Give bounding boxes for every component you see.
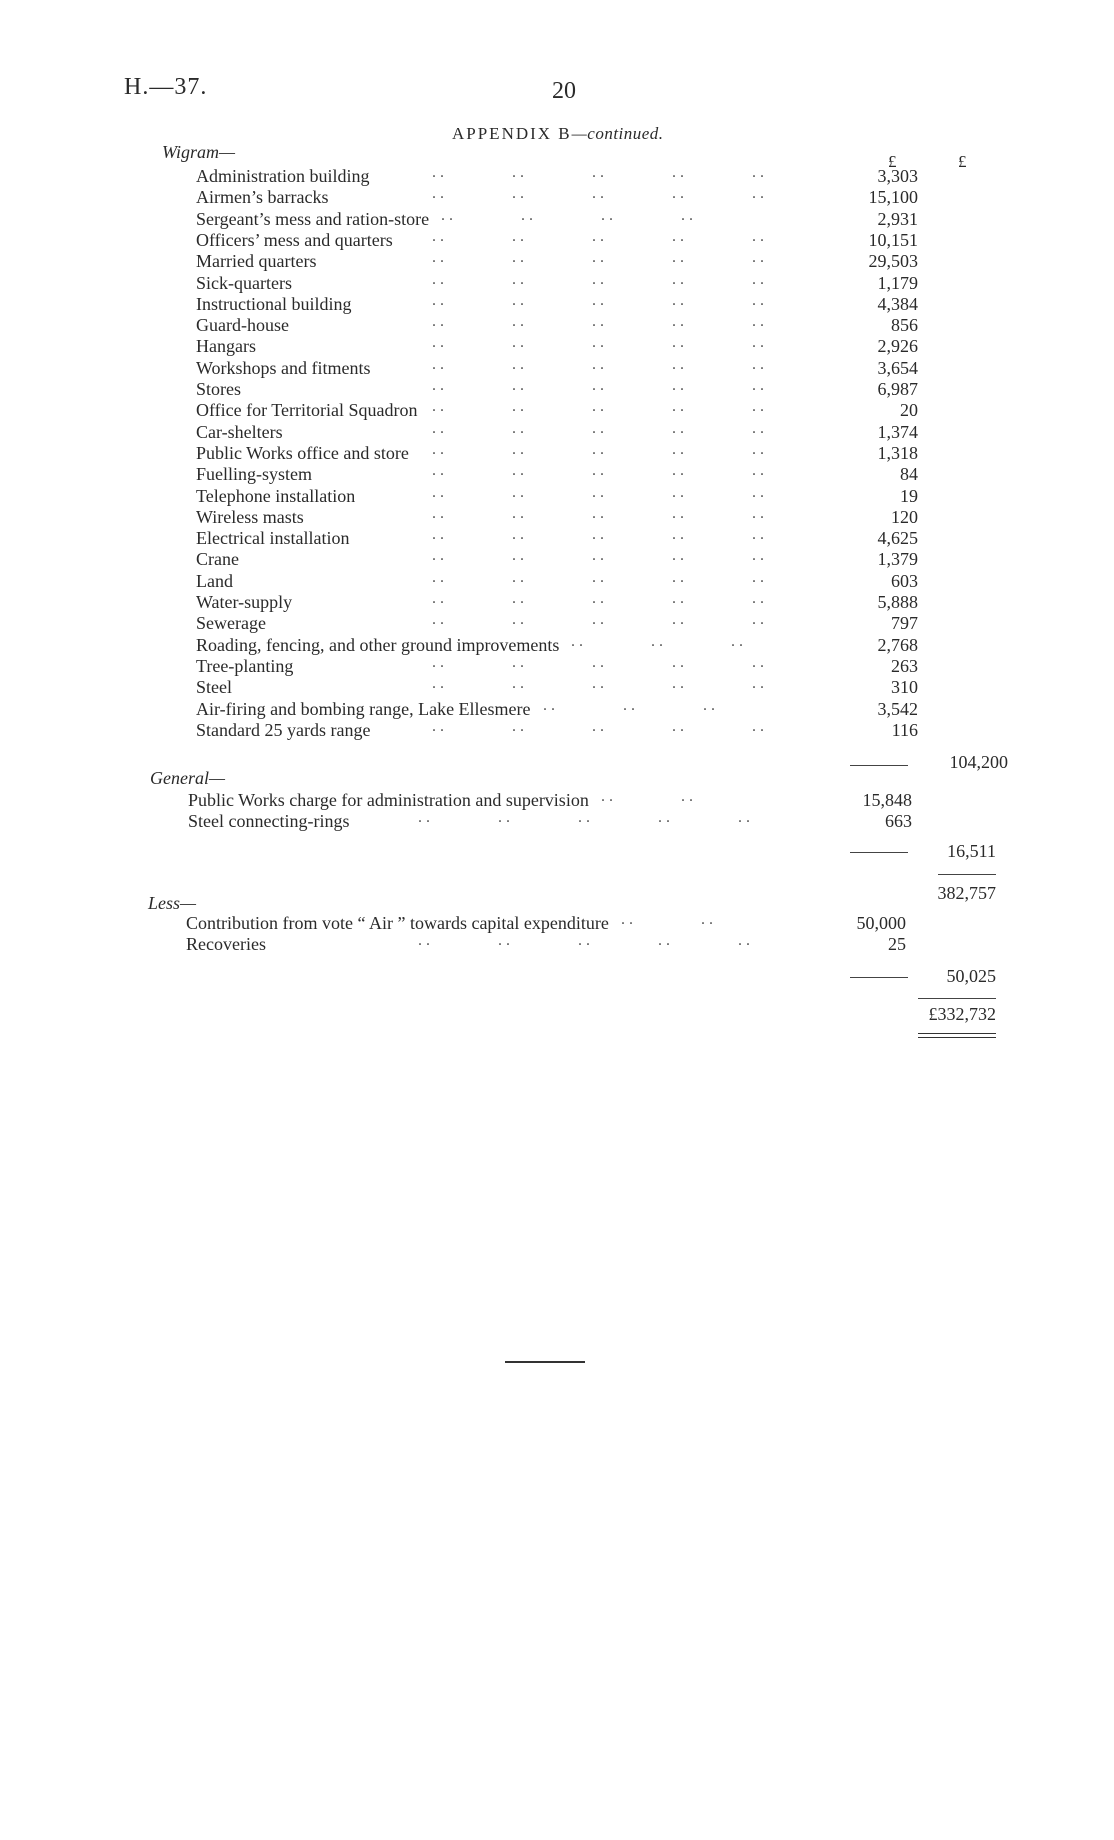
general-item-amount: 663: [885, 811, 912, 831]
appendix-title: [452, 124, 664, 144]
wigram-item-amount: 1,379: [877, 549, 918, 570]
leader-dots: . . . .: [601, 788, 693, 805]
wigram-item-amount: 84: [900, 464, 918, 485]
wigram-item-amount: 116: [891, 719, 918, 740]
wigram-item-amount: 2,768: [877, 634, 918, 655]
leader-dots: . . . . . .: [543, 696, 715, 714]
items-column-unit: £: [888, 152, 897, 171]
wigram-item-label: Administration building: [196, 166, 370, 186]
wigram-item-label: Standard 25 yards range: [196, 719, 371, 740]
wigram-item-label: Airmen’s barracks: [196, 187, 329, 208]
wigram-item-amount: 3,654: [877, 357, 918, 378]
wigram-item-amount: 263: [891, 655, 918, 676]
leader-dots: . . . . . . . . . .: [432, 377, 764, 394]
wigram-item-row: [196, 717, 918, 741]
general-item-amount: 15,848: [862, 790, 912, 810]
wigram-item-amount: 603: [891, 570, 918, 591]
net-total: £332,732: [928, 1004, 996, 1024]
wigram-item-label: Instructional building: [196, 293, 352, 314]
leader-dots: . . . . . . . . . .: [432, 462, 764, 480]
leader-dots: . . . . . . . . . .: [432, 334, 764, 352]
wigram-item-amount: 1,179: [877, 272, 918, 293]
wigram-item-amount: 2,926: [877, 336, 918, 357]
totals-column-unit: £: [958, 152, 967, 171]
wigram-item-label: Workshops and fitments: [196, 357, 371, 378]
wigram-total: 104,200: [949, 752, 1008, 772]
leader-dots: . . . . . . . . . .: [432, 227, 764, 245]
leader-dots: . . . . . . . . . .: [418, 932, 750, 949]
less-item-amount: 25: [888, 934, 906, 954]
general-total: 16,511: [947, 841, 996, 861]
leader-dots: . . . . . . . . . .: [432, 249, 764, 267]
appendix-title-suffix: —continued.: [571, 124, 664, 143]
leader-dots: . . . . . . . . . .: [432, 398, 764, 416]
wigram-item-label: Sick-quarters: [196, 272, 292, 293]
leader-dots: . . . . . . . . . .: [432, 717, 764, 735]
leader-dots: . . . . . . . . . .: [432, 547, 764, 565]
wigram-item-label: Crane: [196, 549, 239, 570]
less-item-amount: 50,000: [856, 913, 906, 933]
section-title-general: General—: [150, 768, 225, 788]
leader-dots: . . . . . . . . . .: [432, 313, 764, 331]
less-item-label: Recoveries: [186, 934, 266, 954]
leader-dots: . . . . . . . . . .: [432, 526, 764, 544]
leader-dots: . . . . . . . . . .: [432, 355, 764, 373]
wigram-item-label: Water-supply: [196, 592, 293, 612]
less-item-row: [186, 934, 906, 955]
wigram-item-label: Air-firing and bombing range, Lake Ellesmere: [196, 698, 531, 719]
wigram-item-label: Roading, fencing, and other ground improvements: [196, 634, 560, 655]
wigram-item-amount: 120: [891, 506, 918, 527]
wigram-item-amount: 29,503: [868, 251, 918, 272]
grand-subtotal: 382,757: [937, 883, 996, 903]
wigram-item-label: Sewerage: [196, 613, 266, 634]
leader-dots: . . . . . . . . . .: [432, 270, 764, 288]
wigram-item-label: Wireless masts: [196, 506, 304, 527]
leader-dots: . . . . . . . . . .: [432, 504, 764, 522]
wigram-item-label: Electrical installation: [196, 528, 350, 549]
page-number: 20: [552, 78, 576, 104]
section-title-wigram: Wigram—: [162, 142, 236, 162]
wigram-item-amount: 1,374: [877, 421, 918, 442]
leader-dots: . . . . . . . . . .: [432, 483, 764, 501]
parliamentary-paper-reference: H.—37.: [124, 74, 208, 100]
leader-dots: . . . . . .: [571, 632, 743, 650]
wigram-item-amount: 19: [900, 485, 918, 506]
net-total-rule-top: [918, 998, 996, 999]
leader-dots: . . . . . . . . . .: [432, 611, 764, 629]
wigram-item-amount: 2,931: [877, 208, 918, 229]
subtotal-rule: [938, 874, 996, 875]
wigram-item-amount: 10,151: [868, 229, 918, 250]
wigram-item-label: Fuelling-system: [196, 464, 312, 485]
less-item-label: Contribution from vote “ Air ” towards capital expenditure: [186, 913, 609, 933]
leader-dots: . . . . . . . . . .: [432, 419, 764, 437]
wigram-item-amount: 310: [891, 677, 918, 698]
wigram-item-label: Car-shelters: [196, 421, 283, 442]
end-of-page-rule: [505, 1361, 585, 1363]
general-subtotal-rule: [850, 852, 908, 853]
wigram-item-amount: 3,542: [877, 698, 918, 719]
leader-dots: . . . . . . . . . .: [432, 590, 764, 607]
appendix-title-main: APPENDIX B: [452, 124, 572, 143]
leader-dots: . . . . . . . . . .: [418, 809, 750, 826]
leader-dots: . . . . . . . . . .: [432, 185, 764, 203]
general-item-label: Public Works charge for administration and supervision: [188, 790, 589, 810]
wigram-item-label: Officers’ mess and quarters: [196, 229, 393, 250]
wigram-item-amount: 15,100: [868, 187, 918, 208]
net-total-rule-under-2: [918, 1037, 996, 1038]
leader-dots: . . . . . . . . . .: [432, 568, 764, 586]
wigram-item-amount: 797: [891, 613, 918, 634]
leader-dots: . . . . . . . . . .: [432, 164, 764, 181]
wigram-item-label: Married quarters: [196, 251, 317, 272]
less-subtotal-rule: [850, 977, 908, 978]
wigram-item-label: Steel: [196, 677, 232, 698]
wigram-item-amount: 6,987: [877, 379, 918, 399]
wigram-item-label: Guard-house: [196, 315, 289, 336]
wigram-item-label: Stores: [196, 379, 241, 399]
leader-dots: . . . .: [621, 911, 713, 928]
wigram-item-amount: 1,318: [877, 442, 918, 463]
leader-dots: . . . . . . . .: [441, 206, 693, 224]
wigram-item-amount: 856: [891, 315, 918, 336]
leader-dots: . . . . . . . . . .: [432, 291, 764, 309]
leader-dots: . . . . . . . . . .: [432, 675, 764, 693]
wigram-item-amount: 5,888: [877, 592, 918, 612]
wigram-item-amount: 20: [900, 400, 918, 421]
wigram-item-label: Tree-planting: [196, 655, 294, 676]
wigram-item-amount: 4,384: [877, 293, 918, 314]
leader-dots: . . . . . . . . . .: [432, 440, 764, 458]
wigram-item-amount: 3,303: [877, 166, 918, 186]
leader-dots: . . . . . . . . . .: [432, 653, 764, 671]
wigram-item-label: Sergeant’s mess and ration-store: [196, 208, 430, 229]
wigram-item-label: Telephone installation: [196, 485, 356, 506]
section-title-less: Less—: [148, 893, 197, 913]
wigram-item-label: Office for Territorial Squadron: [196, 400, 418, 421]
net-total-rule-under-1: [918, 1033, 996, 1034]
less-total: 50,025: [946, 966, 996, 986]
wigram-item-label: Land: [196, 570, 233, 591]
wigram-item-label: Public Works office and store: [196, 442, 409, 463]
wigram-subtotal-rule: [850, 765, 908, 766]
wigram-item-amount: 4,625: [877, 528, 918, 549]
general-item-label: Steel connecting-rings: [188, 811, 350, 831]
wigram-item-label: Hangars: [196, 336, 256, 357]
general-item-row: [188, 811, 912, 832]
